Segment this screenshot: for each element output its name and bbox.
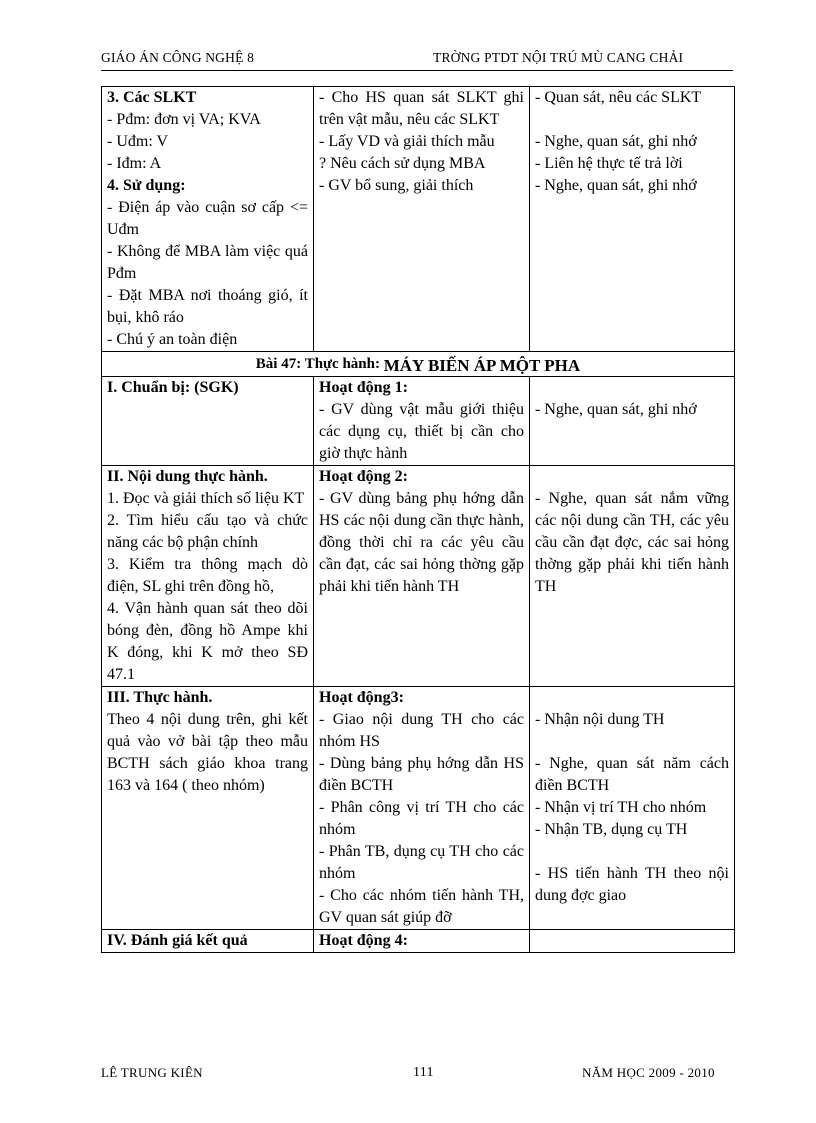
page-number: 111: [413, 1065, 434, 1080]
activity-line: - GV bổ sung, giải thích: [319, 177, 474, 194]
cell-student: [530, 687, 735, 930]
activity-line: - Cho các nhóm tiến hành TH, GV quan sát giúp đỡ: [319, 887, 524, 926]
cell-teacher: [314, 377, 530, 466]
activity-line: - HS tiến hành TH theo nội dung đợc giao: [535, 865, 729, 904]
cell-teacher: [314, 687, 530, 930]
footer-author: LÊ TRUNG KIÊN: [101, 1065, 203, 1080]
lesson-name: MÁY BIẾN ÁP MỘT PHA: [383, 356, 581, 375]
table-row: [102, 377, 735, 466]
activity-heading: Hoạt động 4:: [319, 932, 408, 949]
header-left: GIÁO ÁN CÔNG NGHỆ 8: [101, 50, 255, 65]
lesson-title: [102, 352, 735, 377]
activity-line: ? Nêu cách sử dụng MBA: [319, 155, 486, 172]
content-line: 3. Kiểm tra thông mạch dò điện, SL ghi trên đồng hồ,: [107, 556, 308, 595]
cell-teacher: [314, 466, 530, 687]
activity-line: - Nghe, quan sát, ghi nhớ: [535, 177, 697, 194]
content-line: 2. Tìm hiểu cấu tạo và chức năng các bộ phận chính: [107, 512, 308, 551]
activity-line: - Phân công vị trí TH cho các nhóm: [319, 799, 524, 838]
content-line: 1. Đọc và giải thích số liệu KT: [107, 490, 305, 507]
header-divider: [101, 70, 733, 71]
activity-text: - Nghe, quan sát nắm vững các nội dung cần TH, các yêu cầu cần đạt đợc, các sai hỏng thờng gặp phải khi tiến hành TH: [535, 490, 729, 595]
activity-heading: Hoạt động3:: [319, 689, 404, 706]
cell-student: [530, 930, 735, 953]
activity-text: - GV dùng vật mẫu giới thiệu các dụng cụ, thiết bị cần cho giờ thực hành: [319, 401, 524, 462]
cell-content: [102, 87, 314, 352]
table-row: [102, 930, 735, 953]
cell-content: [102, 930, 314, 953]
activity-line: - Phân TB, dụng cụ TH cho các nhóm: [319, 843, 524, 882]
lesson-number: Bài 47: Thực hành:: [255, 356, 384, 372]
lesson-title-row: [102, 352, 735, 377]
activity-line: - Giao nội dung TH cho các nhóm HS: [319, 711, 524, 750]
cell-teacher: [314, 930, 530, 953]
activity-heading: Hoạt động 1:: [319, 379, 408, 396]
activity-text: - GV dùng bảng phụ hớng dẫn HS các nội dung cần thực hành, đồng thời chỉ ra các yêu cầu cần đạt, các sai hỏng thờng gặp phải khi tiến hành TH: [319, 490, 524, 595]
cell-content: [102, 466, 314, 687]
activity-line: - Nhận nội dung TH: [535, 711, 665, 728]
lesson-table: [101, 86, 735, 953]
activity-line: - Lấy VD và giải thích mẫu: [319, 133, 495, 150]
cell-content: [102, 687, 314, 930]
table-row: [102, 466, 735, 687]
activity-line: - Dùng bảng phụ hớng dẫn HS điền BCTH: [319, 755, 524, 794]
cell-student: [530, 87, 735, 352]
cell-student: [530, 466, 735, 687]
table-row: [102, 87, 735, 352]
spec-line: - Iđm: A: [107, 155, 162, 172]
section-heading: IV. Đánh giá kết quả: [107, 932, 248, 949]
usage-line: - Điện áp vào cuận sơ cấp <= Uđm: [107, 199, 308, 238]
activity-line: - Nhận TB, dụng cụ TH: [535, 821, 688, 838]
section-heading: II. Nội dung thực hành.: [107, 468, 268, 485]
table-row: [102, 687, 735, 930]
section-heading: 3. Các SLKT: [107, 89, 197, 106]
activity-line: - Cho HS quan sát SLKT ghi trên vật mẫu, nêu các SLKT: [319, 89, 524, 128]
activity-line: - Nghe, quan sát năm cách điền BCTH: [535, 755, 729, 794]
spec-line: - Uđm: V: [107, 133, 169, 150]
activity-heading: Hoạt động 2:: [319, 468, 408, 485]
usage-line: - Chú ý an toàn điện: [107, 331, 238, 348]
cell-student: [530, 377, 735, 466]
cell-teacher: [314, 87, 530, 352]
usage-line: - Đặt MBA nơi thoáng gió, ít bụi, khô ráo: [107, 287, 308, 326]
spec-line: - Pđm: đơn vị VA; KVA: [107, 111, 261, 128]
section-heading: I. Chuẩn bị: (SGK): [107, 379, 239, 396]
section-heading: III. Thực hành.: [107, 689, 213, 706]
cell-content: [102, 377, 314, 466]
content-text: Theo 4 nội dung trên, ghi kết quả vào vở bài tập theo mẫu BCTH sách giáo khoa trang 163 và 164 ( theo nhóm): [107, 711, 308, 794]
activity-text: - Nghe, quan sát, ghi nhớ: [535, 401, 697, 418]
activity-line: - Nghe, quan sát, ghi nhớ: [535, 133, 697, 150]
activity-line: - Liên hệ thực tế trả lời: [535, 155, 683, 172]
activity-line: - Quan sát, nêu các SLKT: [535, 89, 702, 106]
usage-line: - Không để MBA làm việc quá Pđm: [107, 243, 308, 282]
footer-year: NĂM HỌC 2009 - 2010: [582, 1065, 715, 1080]
section-heading: 4. Sử dụng:: [107, 177, 186, 194]
header-right: TRỜNG PTDT NỘI TRÚ MÙ CANG CHẢI: [433, 50, 684, 65]
activity-line: - Nhận vị trí TH cho nhóm: [535, 799, 707, 816]
content-line: 4. Vận hành quan sát theo dõi bóng đèn, đồng hồ Ampe khi K đóng, khi K mở theo SĐ 47.1: [107, 600, 308, 683]
